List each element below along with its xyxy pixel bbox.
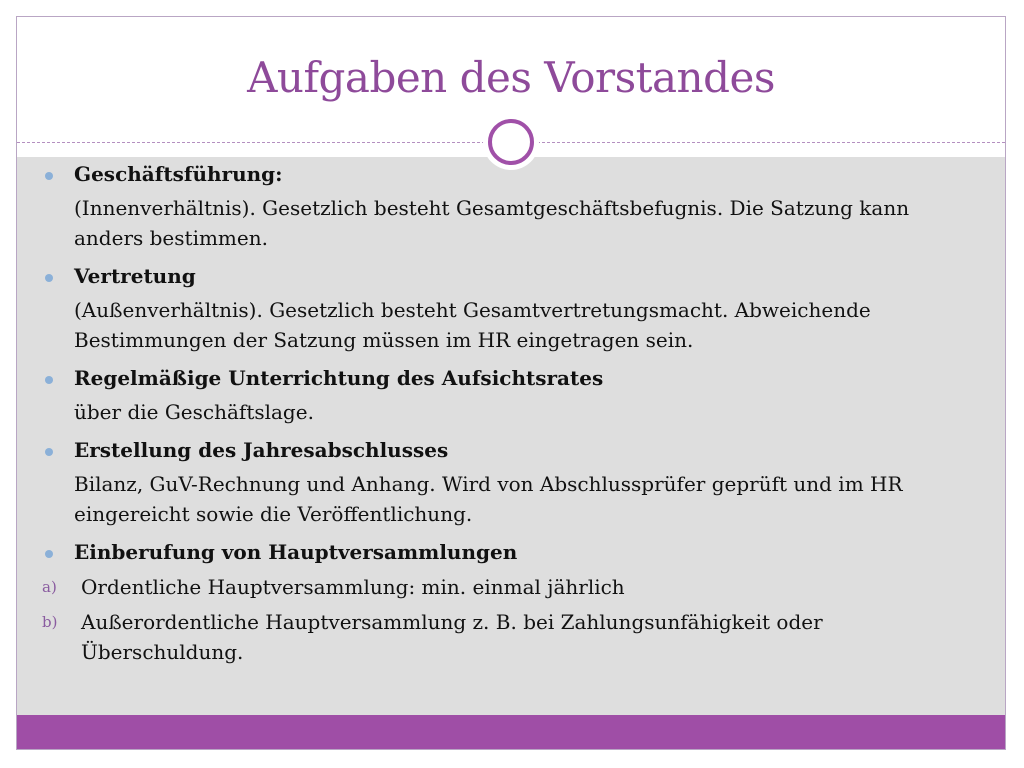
list-item [17, 157, 1005, 253]
item-heading: Regelmäßige Unterrichtung des Aufsichtsrates [74, 366, 604, 390]
item-text: über die Geschäftslage. [74, 400, 314, 424]
list-item [17, 535, 1005, 567]
footer-bar [17, 715, 1005, 749]
bullet-icon [45, 448, 53, 456]
sub-item-label: a) [42, 578, 57, 596]
item-text: (Innenverhältnis). Gesetzlich besteht Gesamtgeschäftsbefugnis. Die Satzung kann anders bestimmen. [74, 196, 910, 250]
list-item [17, 361, 1005, 427]
bullet-icon [45, 274, 53, 282]
item-heading: Geschäftsführung: [74, 162, 283, 186]
item-heading: Vertretung [74, 264, 196, 288]
item-heading: Einberufung von Hauptversammlungen [74, 540, 518, 564]
item-text: Bilanz, GuV-Rechnung und Anhang. Wird von Abschlussprüfer geprüft und im HR eingereicht sowie die Veröffentlichung. [74, 472, 903, 526]
list-item [17, 433, 1005, 529]
slide-body [17, 157, 1005, 667]
sub-item [17, 607, 1005, 667]
list-item [17, 259, 1005, 355]
slide [16, 16, 1006, 750]
sub-item-text: Außerordentliche Hauptversammlung z. B. bei Zahlungsunfähigkeit oder Überschuldung. [81, 610, 823, 664]
slide-title: Aufgaben des Vorstandes [247, 53, 775, 102]
sub-item-text: Ordentliche Hauptversammlung: min. einmal jährlich [81, 575, 625, 599]
bullet-icon [45, 550, 53, 558]
sub-item-label: b) [42, 613, 58, 631]
sub-item [17, 572, 1005, 602]
item-text: (Außenverhältnis). Gesetzlich besteht Gesamtvertretungsmacht. Abweichende Bestimmungen der Satzung müssen im HR eingetragen sein. [74, 298, 871, 352]
bullet-icon [45, 376, 53, 384]
item-heading: Erstellung des Jahresabschlusses [74, 438, 449, 462]
bullet-icon [45, 172, 53, 180]
